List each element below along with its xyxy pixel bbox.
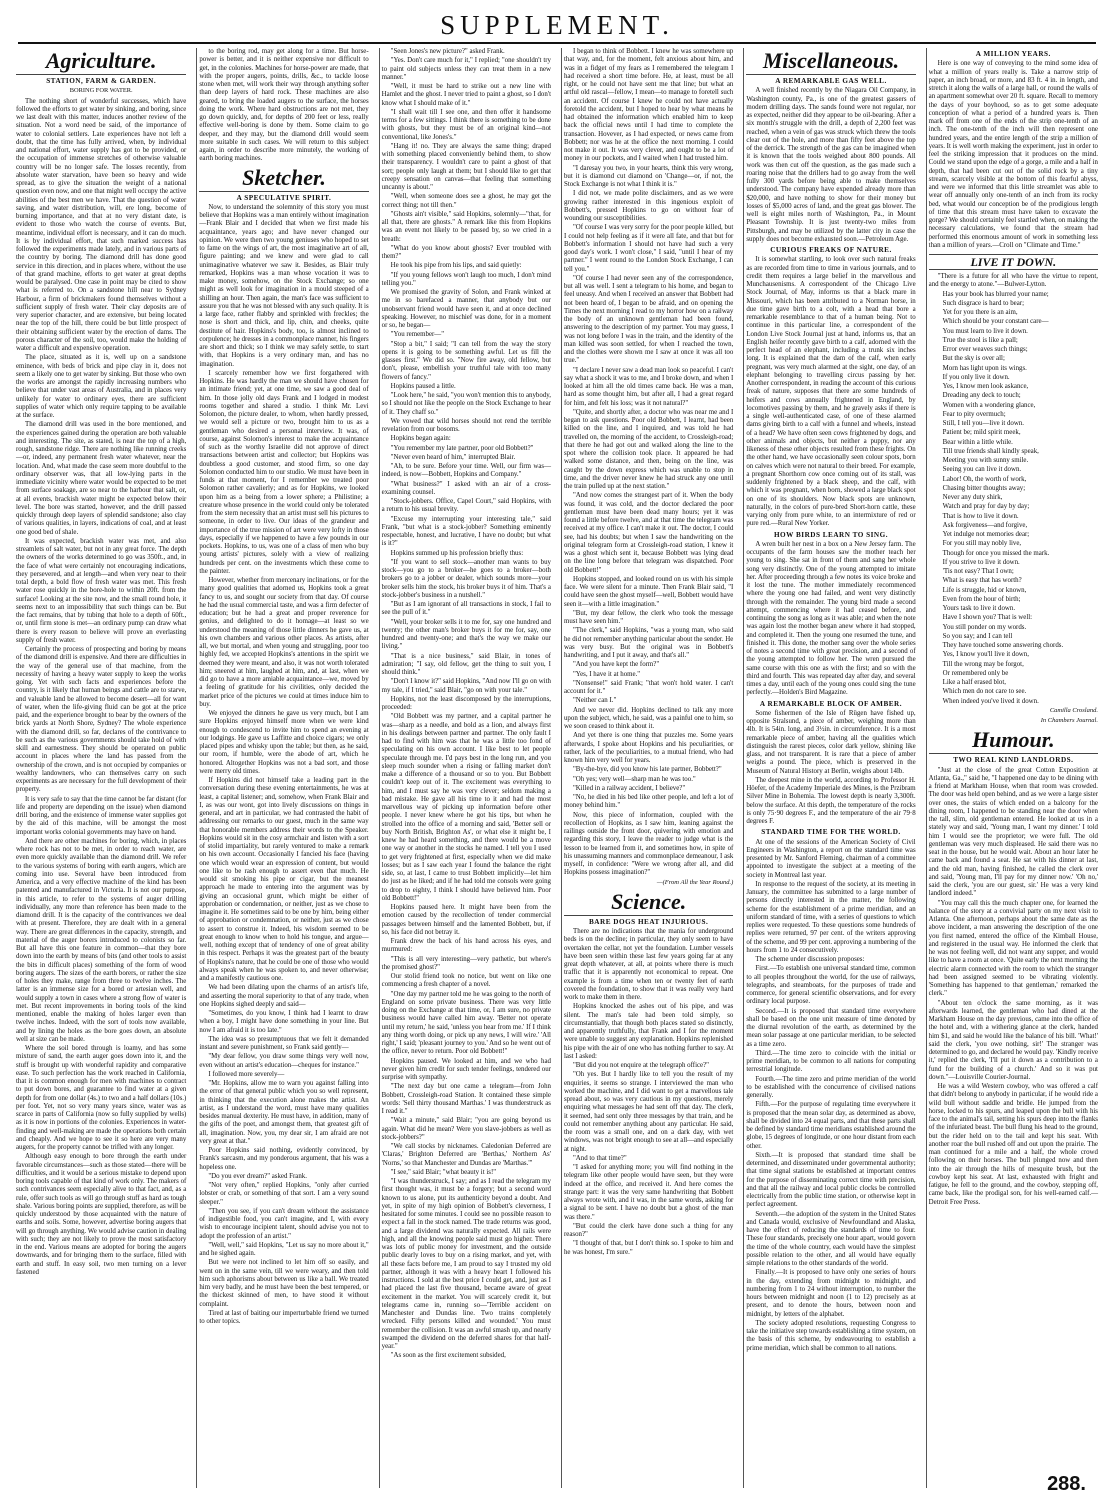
article-paragraph: Here is one way of conveying to the mind some idea of what a million of years really is. Take a narrow strip of paper, an inch broad, or more, and 83 ft. 4 in. in length, and stretch it along the walls of a large hall, or round the walls of an apartment somewhat over 20 ft. square. Recall to memory the days of your boyhood, so as to get some adequate conception of what a period of a hundred years is. Then mark off from one of the ends of the strip one-tenth of an inch. The one-tenth of the inch will then represent one hundred years, and the entire length of the strip a million of years. It is well worth making the experiment, just in order to feel the striking impression that it produces on the mind. Could we stand upon the edge of a gorge, a mile and a half in depth, that had been cut out of the solid rock by a tiny stream, scarcely visible at the bottom of this fearful abyss, and were we informed that this little streamlet was able to wear off annually only one-tenth of an inch from its rocky bed, what would our conception be of the prodigious length of time that this stream must have taken to excavate the gorge? We should certainly feel startled when, on making the necessary calculations, we found that the stream had performed this enormous amount of work in something less than a million of years.—Croll on "Climate and Time.": [928, 60, 1098, 249]
article-paragraph: A wren built her nest in a box on a New Jersey farm. The occupants of the farm houses saw the mother teach her young to sing. She sat in front of them and sang her whole song very distinctly. One of the young attempted to imitate her. After proceeding through a few notes its voice broke and it lost the tune. The mother immediately recommenced where the young one had failed, and went very distinctly through with the remainder. The young bird made a second attempt, commencing where it had ceased before, and continuing the song as long as it was able; and when the note was again lost the mother began anew where it had stopped, and completed it. Then the young one resumed the tune, and finished it. This done, the mother sang over the whole series of notes a second time with great precision, and a second of the young attempted to follow her. The wren pursued the same course with this one as with the first; and so with the third and fourth. This was repeated day after day, and several times a day, until each of the young ones could sing the tune perfectly.—Holden's Bird Magazine.: [746, 540, 916, 697]
article-paragraph: It is very safe to say that the time cannot be far distant (for life and property are depending on the issue) when diamond drill boring, and the existence of immense water supplies got by the aid of this machine, will be amongst the most important works colonial governments may have on hand.: [16, 795, 187, 836]
article-paragraph: "Don't I know it?" said Hopkins, "And now I'll go on with my tale, if I tried," said Blair, "go on with your tale.": [381, 678, 551, 694]
article-paragraph: "You remember my late partner, poor old Bobbett?": [390, 444, 534, 452]
poem-line: Dreading any deck to touch;: [942, 392, 1021, 400]
poem-line: Chasing bitter thoughts away;: [942, 484, 1026, 492]
article-paragraph: It was expected, brackish water was met, and also streamlets of salt water, but not in any great force. The depth the owners of the works determined to go was 350ft., and, in the face of what were certainly not encouraging indications, they persevered, and at length—and when very near to their total depth, a bold flow of fresh water was met. This fresh water rose quickly in the bore-hole to within 20ft. from the surface! Looking at the site now, and the small round hole, it seems next to an impossibility that such things can be. But the fact remains, that by tubing that hole to a depth of 60ft., or, until firm stone is met—an ordinary pump can draw what there is every reason to believe will prove an everlasting supply of fresh water.: [16, 537, 187, 644]
article-paragraph: "The next day but one came a telegram—from John Bobbett, Crossleigh-road Station. It contained these simple words: 'Sell thirty thousand Marthas.' I was thunderstruck as I read it.": [381, 1083, 551, 1115]
poem-line: Though for once you missed the mark.: [942, 549, 1050, 557]
article-headline: HOW BIRDS LEARN TO SING.: [773, 530, 889, 539]
poem-title: LIVE IT DOWN.: [929, 254, 1098, 270]
article-paragraph: "Yes, I have it at home.": [572, 670, 641, 678]
article-paragraph: Hopkins, not the least discomposed by the interruptions, proceeded:: [381, 695, 551, 711]
article-paragraph: "Mr. Hopkins, allow me to warn you against falling into the error of that general public which you so well represent, in thinking that the execution alone makes the artist. An artist, as I understand the word, must have many qualities besides manual dexterity. He must have, in addition, many of the gifts of the poet, and amongst them, that greatest gift of all, imagination. Now, you, my dear sir, I am afraid are not very great at that.": [199, 1080, 369, 1145]
article-paragraph: "About ten o'clock the same morning, as it was afterwards learned, the gentleman who had dined at the Markham House on the day previous, came into the office of the hotel and, with a withering glance at the clerk, handed him $1, and said he would like the balance of his bill. 'What!' said the clerk, 'you owe nothing, sir!' The stranger was determined to go, and declared he would pay. 'Kindly receive it,' replied the clerk, 'I'll put it down as a contribution to a fund for the building of a church.' And so it was put down."—Louisville Courier-Journal.: [928, 999, 1098, 1081]
article-paragraph: We promised the gravity of Solon, and Frank winked at me in so barefaced a manner, that anybody but our unobservant friend would have seen it, and at once declined speaking. However, no mischief was done, for in a moment or so, he began—: [381, 289, 551, 329]
article-paragraph: Hopkins stopped, and looked round on us with his simple face. We were silent for a minute. Then Frank Blair said, "I could have seen the ghost myself—well, Bobbett would have seen it—with a little imagination.": [563, 575, 734, 608]
article-paragraph: "I daresay you two, in your hearts, think this very wrong, but it is diamond cut diamond on 'Change—or, if not, the Stock Exchange is not what I think it is.": [563, 164, 734, 188]
article-paragraph: to the boring rod, may get along for a time. But horse-power is better, and it is neither expensive nor difficult to get, in the colonies. Machines for horse-power are made, that with the proper augers, points, drills, &c., to tackle loose stone when met, will work their way through anything softer than deep layers of hard rock. These machines are also geared, to bring the loaded augers to the surface, the horses doing the work. Where hard obstructions are not met, they go down quickly, and, for depths of 200 feet or less, really effective well-boring is done by them. Some claim to go deeper, and they may, but the diamond drill would seem more suitable in such cases. We will return to this subject again, in order to describe more minutely, the working of earth boring machines.: [199, 48, 369, 163]
article-paragraph: "I shall wait till I see one, and then offer it handsome terms for a few sittings. I think there is something to be done with ghosts, but they must be of an original kind—not conventional, like Jones's.": [381, 108, 551, 141]
poem-line: Yet for you there is an aim,: [942, 309, 1018, 316]
poem-line: You must learn to live it down.: [942, 327, 1028, 335]
article-paragraph: Certainly the process of prospecting and boring by means of the diamond drill is expensive. And there are difficulties in the way of the general use of that machine, from the necessity of having a heavy water supply to keep the works going. Yet with such facts and experiences before the country, is it likely that human beings and cattle are to starve, and valuable land be allowed to become desert—all for want of water, when the life-giving fluid can be got at the price paid, and the experience brought to bear by the owners of the brick yards at North Shore, Sydney? The whole experience with the diamond drill, so far, declares of the contrivance to be such as the various governments should take hold of with skill and earnestness. They should be operated on public account in places where the land has passed from the ownership of the crown, and is not occupied by companies or wealthy landowners, who can themselves carry on such experiments as are necessary for the full development of their property.: [16, 646, 187, 794]
poem-line: Has your book has blurred your name;: [942, 290, 1049, 298]
article-paragraph: "What do you know about ghosts? Ever troubled with them?": [381, 244, 551, 260]
article-paragraph: "If you young fellows won't laugh too much, I don't mind telling you.": [381, 271, 551, 287]
article-headline: STANDARD TIME FOR THE WORLD.: [761, 828, 901, 837]
article-paragraph: "Do you ever dream?" asked Frank.: [208, 1172, 307, 1180]
poem-line: But the sky is over all;: [942, 355, 1005, 363]
article-paragraph: "But as I am ignorant of all transactions in stock, I fail to see the pull of it.": [381, 601, 551, 617]
article-paragraph: Sixth.—It is proposed that standard time shall be determined, and disseminated under governmental authority; that time signal stations be established at important centres for the purpose of disseminating correct time with precision, and that all the railway and local public clocks be controlled electrically from the public time station, or otherwise kept in perfect agreement.: [746, 1151, 916, 1209]
article-paragraph: "Stock-jobbers. Office, Capel Court," said Hopkins, with a return to his usual brevity.: [381, 498, 551, 514]
poem-line: You still ponder on my words.: [942, 623, 1027, 631]
column-3: [379, 48, 553, 1488]
article-paragraph: A well finished recently by the Niagara Oil Company, in Washington county, Pa., is one of the greatest gassers of modern drilling days. The sands found were not regular, nor as expected, neither did they appear to be oil-bearing. After a six month's struggle with the drill, a depth of 2,200 feet was reached, when a vein of gas was struck which threw the tools clear out of the hole, and more than fifty feet above the top of the derrick. The strength of the gas can be imagined when it is known that the tools weighed about 800 pounds. All work was then cut off the question, as the gas made such a roaring noise that the drillers had to go away from the well fully 300 yards before being able to make themselves understood. The company have expended already more than $20,000, and have nothing to show for their money but losses of $5,000 acres of land, and the great gas blower. The well is eight miles north of Washington, Pa., in Mount Pleasant Township. It is just twenty-two miles from Pittsburgh, and may be utilized by the latter city in case the supply does not become exhausted soon.—Petroleum Age.: [746, 87, 916, 243]
article-paragraph: "But could the clerk have done such a thing for any reason?": [563, 1222, 734, 1238]
article-paragraph: "As soon as the first excitement subsided,: [390, 1352, 506, 1360]
article-paragraph: "Never even heard of him," interrupted Blair.: [390, 453, 516, 461]
article-paragraph: Some fishermen of the Isle of Rügen have fished up, opposite Stralsund, a piece of amber, weighing more than 4lb. It is 54in. long, and 3½in. in circumference. It is a most remarkable piece of amber, having all the qualities which distinguish the rarest pieces, color dark yellow, shining like glass, and not transparent. It is rare that a piece of amber weighs a pound. The piece, which is preserved in the Museum of Natural History at Berlin, weighs about 14lb.: [746, 709, 916, 775]
poem-line: For you still may nobly live,: [942, 540, 1022, 548]
article-paragraph: I did not, we made polite disclaimers, and as we were growing rather interested in this ingenious exploit of Bobbett's, pressed Hopkins to go on without fear of wounding our susceptibilities.: [563, 190, 734, 222]
article-paragraph: "Quite, and shortly after, a doctor who was near me and I began to ask questions. Poor old Bobbett, I learnt, had been killed on the line, and I inquired, and was told he had travelled on, the morning of the accident, to Crossleigh-road; that there he had got out and walked along the line to the spot where the collision took place. It appeared he had walked some distance, and then, being on the line, was caught by the down express which was unable to stop in time, and the driver never knew he had struck any one until the train pulled up at the next station.": [563, 408, 734, 490]
article-paragraph: At one of the sessions of the American Society of Civil Engineers in Washington, a report on the standard time was presented by Mr. Sanford Fleming, chairman of a committee appointed to investigate the subject at a meeting of the society in Montreal last year.: [746, 838, 916, 879]
poem-line: Even from the hour of birth;: [942, 595, 1021, 603]
article-paragraph: "Not very often," replied Hopkins, "only after curried lobster or crab, or something of that sort. I am a very sound sleeper.": [199, 1182, 369, 1206]
poem-line: Yes, I know you'll live it down,: [942, 651, 1029, 659]
poem-line: Women with a wondering glance,: [942, 401, 1036, 409]
source-credit: Camilla Crosland.: [1049, 706, 1098, 714]
article-paragraph: Tired at last of baiting our imperturbable friend we turned to other topics.: [199, 1309, 369, 1325]
poem-line: That is how to live it down.: [942, 512, 1019, 520]
article-paragraph: "Of course I had never seen any of the correspondence, but all was well. I sent a telegram to his home, and began to feel uneasy. And when I received an answer that Bobbett had not been heard of, I began to be afraid, and on opening the Times the next morning I read to my horror how on a railway the body of an unknown gentleman had been found, answering to the description of my partner. You may guess, I was not long before I was in the train, and the identity of the man killed was soon settled, for when I reached the town, and the clothes were shown me I saw at once it was all too true.": [563, 274, 734, 365]
article-paragraph: However, whether from mercenary inclinations, or for the many good qualities that adorned us, Hopkins took a great fancy to us, and sought our society from that day. Of course he had the usual commercial taste, and was a firm defecter of education; but he had a great and proper reverence for genius, and delighted to do it homage—at least so we understood the meaning of those little dinners he gave us, at his own chambers and various other places. As artists, after all, we but mortal, and when young and struggling, poor too highly fed, we accepted Hopkins's attentions in the spirit we deemed they were meant, and also, it was not worth tolerated him; sneered at him, laughed at him, and, at last, when we did go to have a more amiable acquaintance—we, moved by a feeling of gratitude for his civilities, only decided the market price of the pictures we could at times induce him to buy.: [199, 577, 369, 708]
poem-line: When indeed you've lived it down.: [942, 697, 1039, 705]
article-paragraph: It is somewhat startling, to look over such natural freaks as are recorded from time to time in various journals, and to credit them requires a large belief in the marvellous and Munchausenisms. A correspondent of the Chicago Live Stock Journal, of May, informs us that a black mare in Missouri, which has been attributed to a Norman horse, in due time gave birth to a colt, with a head that bore a remarkable resemblance to that of a human being. Not to continue in this particular line, a correspondent of the London Live Stock Journal just at hand, informs us, that an English heifer recently gave birth to a calf, adorned with the perfect head of an elephant, including a trunk six inches long. It is explained that the dam of the calf, when early pregnant, was very much alarmed at the sight, one day, of an elephant belonging to travelling circus passing by her. Another correspondent, in reading the account of this curious freak of nature, supposes that there are some hundreds of heifers and cows annually frightened in England, by locomotives passing by them, and he gravely asks if there is a single well-authenticated case, of one of these alarmed dams giving birth to a calf with a funnel and wheels, instead of a head? We have often seen cows frightened by dogs, and other animals and objects, but neither a puppy, nor any likeness of these other objects resulted from these frights. On the other hand, we have occasionally seen colour spots, born on calves which were not natural to their breed. For example, a pregnant Shorthorn cow once coming out of its stall, was suddenly frightened by a black sheep, and the calf, with which it was pregnant, when born, showed a large black spot on one of its shoulders. Now black spots are unknown, naturally, in the colors of pure-bred Short-horn cattle, these varying only from pure white, to an intermixture of red or pure red.—Rural New Yorker.: [746, 256, 916, 528]
article-paragraph: Although easy enough to bore through the earth under favorable circumstances—such as those stated—there will be difficulties, and it would be a serious mistake to depend upon boring tools capable of that kind of work only. The makers of such contrivances seem especially alive to that fact, and, as a rule, offer such tools as will go through stuff as hard as tough shale. Various boring points are supplied, therefore, as will be quickly understood by those acquainted with the nature of earths and soils. Some, however, advertise boring augers that will go through anything. We would advise caution in dealing with such; they are not likely to prove the most satisfactory in the end. Various means are adopted for boring the augers downwards, and for bringing them to the surface, filled with earth and stuff. In easy soil, two men turning on a lever fastened: [16, 1153, 187, 1276]
article-paragraph: "Excuse my interrupting your interesting tale," said Frank, "but what is a stock-jobber? Something eminently respectable, honest, and lucrative, I have no doubt; but what is it?": [381, 515, 551, 548]
article-paragraph: The society adopted resolutions, requesting Congress to take the initiative step towards establishing a time system, on the basis of this scheme, by endeavouring to establish a prime meridian, which shall be common to all nations.: [746, 1319, 916, 1352]
column-6: [926, 48, 1100, 1488]
article-paragraph: I followed more severely—: [208, 1070, 285, 1078]
article-paragraph: "If you want to sell stock—another man wants to buy stock—you go to a broker—he goes to a broker—both brokers go to a jobber or dealer, which sounds more—your broker sells him the stock, his broker buys it of him. That's a stock-jobber's business in a nutshell.": [381, 558, 551, 599]
poem-line: Have I shown you? That is well:: [942, 614, 1033, 622]
article-paragraph: Fourth.—The time zero and prime meridian of the world to be established with the concurrence of civilised nations generally.: [746, 1075, 916, 1099]
section-heading: Science.: [564, 889, 733, 916]
article-paragraph: "Then you see, if you can't dream without the assistance of indigestible food, you can't imagine, and I, with every wish to encourage incipient talent, should advise you not to adopt the profession of an artist.": [199, 1207, 369, 1240]
article-headline: BARE DOGS HEAT INJURIOUS.: [589, 917, 709, 926]
article-paragraph: "I asked for anything more; you will find nothing in the telegram like other people would have seen, but they were indeed at the office, and received it. And here comes the strange part: it was the very same handwriting that Bobbett always wrote with, and it was, in the same words, asking for a signal to be sent. I have no doubt but a ghost of the man was there.": [563, 1164, 734, 1221]
article-paragraph: "And you have kept the form?": [572, 661, 660, 669]
column-4: [561, 48, 735, 1488]
article-paragraph: "Oh yes; very well—sharp man he was too.": [572, 775, 696, 783]
article-paragraph: "I thought of that, but I don't think so. I spoke to him and he was honest, I'm sure.": [563, 1240, 734, 1256]
article-paragraph: Our stolid friend took no notice, but went on like one commencing a fresh chapter of a novel.: [381, 973, 551, 989]
article-paragraph: We vowed that wild horses should not rend the terrible revelation from our bosoms.: [381, 417, 551, 433]
article-paragraph: "Just at the close of the great Cotton Exposition at Atlanta, Ga.," said he, "I happened one day to be dining with a friend at Markham House, when that room was crowded. The door was held open behind, and as we were a large sister over ones, the stairs of which ended on a balcony for the dining room, I happened to be standing near the door when the tall, slim, old gentleman entered. He looked at us in a stately way and said, 'Young man, I want my dinner.' I told him I would see the proprietor; we were full. The old gentleman was very much displeased. He said there was no seat in the house, but he would wait. About an hour later he came back and found a seat. He sat with his dinner at last, and the old man, having finished, he called the clerk over and said, 'Young man, I'll pay for my dinner now.' 'Oh no,' said the clerk, 'you are our guest, sir.' He was a very kind landlord indeed.": [928, 766, 1098, 898]
article-paragraph: "Stop a bit," I said; "I can tell from the way the story opens it is going to be something awful. Let us fill the glasses first." We did so. "Now fire away, old fellow, but don't, please, embellish your truthful tale with too many flowers of fancy.": [381, 340, 551, 381]
article-paragraph: Hopkins began again:: [390, 435, 451, 443]
article-paragraph: Second.—It is proposed that standard time everywhere shall be based on the one unit measure of time denoted by the diurnal revolution of the earth, as determined by the mean solar passage at one particular meridian, to be selected as a time zero.: [746, 1007, 916, 1048]
article-paragraph: The place, situated as it is, well up on a sandstone eminence, with beds of brick and pipe clay in it, does not seem a likely one to get water by sinking. But those who own the works are amongst the rapidly increasing numbers who believe that under vast areas of Australia, and in places very unlikely for water to ordinary eyes, there are sufficient supplies of water which only require tapping to be available at the surface.: [16, 354, 187, 419]
poem-line: Meeting you with sunny smile.: [942, 457, 1029, 464]
article-paragraph: And we never did. Hopkins declined to talk any more upon the subject, which, he said, was a painful one to him, so we soon ceased to think about it.: [563, 706, 734, 730]
article-paragraph: "Well, your broker sells it to me for, say one hundred and twenty; the other man's broker buys it for me for, say, one hundred and twenty-one; and that's the way we make our living.": [381, 618, 551, 651]
article-paragraph: "One day my partner told me he was going to the north of England on some private business. There was very little doing on the Exchange at that time, or, I am sure, no private business would have called him away. 'Better not operate until my return,' he said, 'unless you hear from me.' If I think any thing worth doing, or pick up any news, I will wire.' 'All right,' I said; 'pleasant journey to you.' And so he went out of the office, never to return. Poor old Bobbett!": [381, 990, 551, 1056]
article-paragraph: There are no indications that the mania for underground beds is on the decline; in particular, they only seem to have overtaken the cellar, not yet the foundation. Lumber vessels have been seen within these last few years going far at any great depth whatever, at all, at points where there is much traffic that it is apparently not economical to repeat. One example is from a time when ten or twenty feet of earth covered the foundation, to show that it was really very hard work to make them in there.: [563, 928, 734, 1001]
source-credit: In Chambers Journal.: [1040, 717, 1098, 724]
article-paragraph: Hopkins summed up his profession briefly thus:: [390, 549, 524, 557]
poem-line: Till true friends shall kindly speak,: [942, 447, 1039, 455]
section-heading: Sketcher.: [199, 165, 368, 192]
article-paragraph: "You remember—": [390, 331, 445, 339]
poem-line: Or remembered only be: [942, 669, 1009, 677]
article-paragraph: "There is a future for all who have the virtue to repent, and the energy to atone."—Bulwer-Lytton.: [928, 273, 1098, 289]
section-heading: Miscellaneous.: [746, 48, 915, 75]
poem-line: Still, I tell you—live it down.: [942, 420, 1025, 427]
article-paragraph: He took his pipe from his lips, and said quietly:: [390, 262, 522, 270]
article-paragraph: "But, my dear fellow, the clerk who took the message must have seen him.": [563, 609, 734, 625]
article-paragraph: The nothing short of wonderful successes, which have followed the efforts to get water by sinking, and boring, since we last dealt with this matter, induces another review of the situation. Not a word need be said, of the importance of water to colonial settlers. Late experiences have not left a doubt, that the time has fully arrived, when, by individual and national effort, water supply has got to be provided, or the occupation of immense stretches of otherwise valuable country will be no longer safe. The losses recently, from absolute water starvation, have been so heavy and wide spread, as to give the situation the weight of a national question even now, and one that might well occupy the active abilities of the best men we have. That the question of water saving, and water distribution, will, ere long, become of burning importance, and that at no very distant date, is evident to those who watch the course of events. But, meantime, individual effort is necessary, and it can do much. It is by individual effort, that such marked success has followed the experiments made lately, and in various parts of the country by boring. The diamond drill has done good service in this direction, and in places where, without the use of that grand machine, efforts to get water at great depths would be paralysed. One case in point may be cited to show what is referred to. On a sandstone hill near to Sydney Harbour, a firm of brickmakers found themselves without a sufficient supply of fresh water. Their clay deposits are of very superior character, and are extensive, but being located near the top of the hill, there could be but little prospect of their obtaining sufficient water by the erection of dams. The porous character of the soil, too, would make the holding of water a difficult and expensive operation.: [16, 97, 187, 352]
article-paragraph: "Oh yes. But I hardly like to tell you the result of my enquiries, it seems so strange. I interviewed the man who worked the machine, and I did want to get a marvellous tale spread about, so was very cautious in my questions, merely enquiring what messages he had sent off that day. The clerk, it seemed, had sent only three messages by that train, and he could not remember anything about any particular. He said, the room was a small one, and on a dark day, with wet windows, was not bright enough to see at all—and especially at night.: [563, 1071, 734, 1153]
poem-line: Ask forgiveness—and forgive,: [942, 521, 1028, 529]
article-paragraph: We enjoyed the dinners he gave us very much, but I am sure Hopkins enjoyed himself more when we were kind enough to condescend to invite him to spend an evening at our lodgings. He gave us Laffitte and choice cigars; we only placed pipes and whisky upon the table; but then, as he said, our room, if humble, were the abode of art, which he honored. Altogether Hopkins was not a bad sort, and those were merry old times.: [199, 710, 369, 775]
masthead-title: SUPPLEMENT.: [18, 8, 1096, 44]
column-1: [14, 48, 188, 1488]
article-paragraph: The diamond drill was used in the bore mentioned, and the experiences gained during the operation are both valuable and interesting. The site, as stated, is near the top of a high, rough, sandstone ridge. There are nothing like running creeks—or, indeed, any permanent fresh water whatever, near the location. And, what made the case seem more doubtful to the ordinary observer was, that all low-lying parts in the immediate vicinity where water would be expected to be met from surface soakage, are so near to the harbour that salt, or, at all events, brackish water might be expected below their level. The bore was started, however, and the drill passed quickly through deep layers of splendid sandstone; also clay of various qualities, in layers, indications of coal, and at least one good bed of shale.: [16, 421, 187, 536]
poem-line: True the stool is like a pall;: [942, 336, 1018, 344]
article-paragraph: "I see," said Blair; "what beauty it is!": [390, 1168, 497, 1176]
article-paragraph: "What business?" I asked with an air of a cross-examining counsel.: [381, 480, 551, 496]
article-paragraph: Finally.—It is proposed to have only one series of hours in the day, extending from midnight to midnight, and numbering from 1 to 24 without interruption, to number the hours between midnight and noon (1 to 12) precisely as at present, and to denote the hours, between noon and midnight, by letters of the alphabet.: [746, 1269, 916, 1318]
article-headline: CURIOUS FREAKS OF NATURE.: [770, 246, 892, 254]
article-paragraph: "Well, it must be hard to strike out a new line with Hamlet and the ghost. I never tried to paint a ghost, so I don't know what I should make of it.": [381, 83, 551, 107]
article-paragraph: The scheme under discussion proposes:: [755, 956, 865, 963]
section-heading: Humour.: [929, 727, 1098, 754]
article-paragraph: Frank drew the back of his hand across his eyes, and murmured:: [381, 938, 551, 954]
article-paragraph: "Ah, to be sure. Before your time. Well, our firm was—indeed, is now—Bobbett, Hopkins and Company.": [381, 463, 551, 479]
article-paragraph: Where the soil bored through is loamy, and has some mixture of sand, the earth auger goes down into it, and the stuff is brought up with wonderful rapidity and comparative ease. To such perfection has the work reached in California, that it is common enough for men with machines to contract to put down bores, and guarantee to find water at a given depth for from one dollar (4s.) to two and a half dollars (10s.) per foot. Yet, not so very many years since, water was as scarce in parts of California (now so fully supplied by wells) as it is now in portions of the colonies. Experiences in water-finding and well-making are made the operations both certain and cheaply. And we hope to see it so here are very many augers, for the property cannot be trifled with any longer.: [16, 1045, 187, 1151]
poem-line: Till the wrong may be forgot,: [942, 660, 1024, 668]
poem-line: Morn has light upon its wings.: [942, 364, 1027, 372]
article-paragraph: Third.—The time zero to coincide with the initial or prime meridian, to be common to all nations for computing terrestrial longitude.: [746, 1049, 916, 1074]
article-paragraph: Seventh.—the adoption of the system in the United States and Canada would, exclusive of Newfoundland and Alaska, have the effect of reducing the standards of time to four. These four standards, precisely one hour apart, would govern the time of the whole country, each would have the simplest possible relation to the other, and all would have equally simple relations to the other standards of the world.: [746, 1210, 916, 1267]
page-number: 288.: [1047, 1473, 1086, 1495]
poem-line: Labor! Oh, the worth of work,: [942, 475, 1027, 483]
poem-line: If you only live it down.: [942, 373, 1010, 381]
poem-line: So you say; and I can tell: [942, 632, 1013, 640]
poem-line: Fear to pity overmuch;: [942, 410, 1006, 418]
poem-line: Patient be; mild spirit meek,: [942, 429, 1021, 437]
article-paragraph: And yet there is one thing that puzzles me. Some years afterwards, I spoke about Hopkins and his peculiarities, or rather, lack of the peculiarities, to a mutual friend, who had known him very well for years.: [563, 732, 734, 764]
article-headline: A REMARKABLE GAS WELL.: [775, 77, 887, 85]
article-headline: TWO REAL KIND LANDLORDS.: [953, 756, 1074, 765]
article-headline: A SPECULATIVE SPIRIT.: [236, 193, 332, 202]
article-paragraph: "Wait a minute," said Blair; "you are going beyond us again. What did he mean? Were you slave-jobbers as well as stock-jobbers?": [381, 1117, 551, 1141]
poem-line: They have touched some answering chords.: [942, 642, 1064, 649]
article-paragraph: "Hang it! no. They are always the same thing; draped with something placed conveniently behind them, to show their transparency. I wouldn't care to paint a ghost of that sort; people only laugh at them; but I should like to get that creepy sensation on canvas—that feeling that something uncanny is about.": [381, 142, 551, 191]
article-paragraph: If Hopkins did not himself take a leading part in the conversation during these evening entertainments, he was at least, a capital listener; and, somehow, when Frank Blair and I, as was our wont, got into lively discussions on things in general, and art in particular, we had contrasted the habit of addressing our remarks to our guest, much in the same way that honorable members address their words to the Speaker. Hopkins would sit in the cosy armchair and listen with a sort of stolid impartiality, but rarely ventured to make a remark on his own account. Occasionally I fancied his face (having one which would wear an expression of content, but would one like to be rash enough to assert even that much. He would sit smoking his pipe or cigar, but the meanest approach he made to entering into the argument was by giving an occasional grunt, which might be either of approbation or condemnation, or neither, just as we chose to imagine it. He sometimes said to be one by him, being either of approbation or condemnation, or neither, just as we chose to assert to construe it. Indeed, his wisdom seemed to be great enough to know when to hold his tongue, and argue—well, nothing except that of tendency of one of great ability in this respect. Perhaps it was the greatest part of the beauty of Hopkins's nature, that he could be one of those who would always speak when he was spoken to, and never otherwise; and a manifestly cautious one.: [199, 777, 369, 982]
poem-line: Seeing you can live it down.: [942, 466, 1022, 474]
poem-line: Yours task to live it down.: [942, 605, 1016, 612]
article-paragraph: "But did you not enquire at the telegraph office?": [572, 1062, 709, 1069]
article-paragraph: Poor Hopkins said nothing, evidently convinced, by Frank's sarcasm, and my ponderous argument, that his was a hopeless one.: [199, 1147, 369, 1171]
article-headline: A MILLION YEARS.: [975, 50, 1051, 58]
article-paragraph: "Seen Jones's new picture?" asked Frank.: [390, 48, 505, 55]
article-paragraph: Hopkins paused here. It might have been from the emotion caused by the recollection of tender commercial passages between himself and the lamented Bobbett, but, if so, his face did not betray it.: [381, 904, 551, 936]
article-paragraph: I scarcely remember how we first forgathered with Hopkins. He was hardly the man we should have chosen for an intimate friend; yet, at one time, we saw a good deal of him. In those jolly old days Frank and I lodged in modest rooms together and shared a studio. I think Mr. Levi Solomon, the picture dealer, to whom, when hardly pressed, we would sell a picture or two, brought him to us as a gentleman who desired a personal interview. It was, of course, against Solomon's interest to make the acquaintance of such as the worthy Israelite did not approve of direct transactions between artist and collector; but Hopkins was doubtless a good customer, and stood firm, so one day Solomon conducted him to our studio. We must have been in funds at that moment, for I remember we treated poor Solomon rather cavalierly; and as for Hopkins, we looked upon him as a being from a lower sphere; a Philistine; a creature whose presence in the world could only be tolerated from the stern necessity that an artist must sell his pictures to someone, in order to live. Our ideas of the grandeur and importance of the true mission of art were very lofty in those days, especially if we happened to have a few pounds in our pockets. Hopkins, to us, was one of a class of men who buy young artists' pictures, solely with a view of realizing hundreds per cent. on the investments which these come to the painter.: [199, 369, 369, 575]
poem-line: Yet indulge not memories dear;: [942, 531, 1030, 538]
poem-line: If you strive to live it down.: [942, 558, 1020, 566]
article-paragraph: "Neither can I.": [572, 697, 617, 705]
article-paragraph: "Nonsense!" said Frank; "that won't hold water. I can't account for it.": [563, 679, 734, 695]
article-paragraph: And there are other machines for boring, which, in places where rock has not to be met, in order to reach water, are even more quickly available than the diamond drill. We refer to the various systems of boring with earth augers, which are coming into use. Several have been introduced from America, and a very effective machine of the kind has been patented and manufactured in Victoria. It is not our purpose, in this article, to refer to the systems of auger drilling individually, any more than reference has been made to the diamond drill. It is the capacity of the contrivances we deal with at present. Therefore, they are dealt with in a general way. There are great differences in the capacity, strength, and material of the auger borers introduced to colonists so far. But all have this one feature in common—that they bore down into the earth by means of bits (and other tools to assist the bits in difficult places) something of the form of wood boring augers. The sizes of the earth borers, or rather the size of holes they make, range from three to twelve inches. The latter is an immense size for a bored or artesian well, and would supply a town in cases where a strong flow of water is met. But recent improvements in boring tools of the kind mentioned, enable the making of holes larger even than twelve inches. Indeed, with the sort of tools now available, and by lining the holes as the bore goes down, an absolute well at size can be made.: [16, 837, 187, 1043]
poem-line: Like a half erased blot,: [942, 679, 1006, 686]
article-subheadline: BORING FOR WATER.: [69, 87, 133, 95]
section-heading: Agriculture.: [16, 48, 186, 75]
article-paragraph: We had been dilating upon the charms of an artist's life, and asserting the moral superiority to that of any trade, when one Hopkins sighed deeply and said—: [199, 984, 369, 1008]
article-paragraph: "I was thunderstruck, I say; and as I read the telegram my first thought was, it must be a forgery; but a second word known to us alone, put its authenticity beyond a doubt. And yet, in spite of my high opinion of Bobbett's cleverness, I hesitated for some minutes. I could see no possible reason to expect a fall in the stock named. The trade returns was good, and a large dividend was naturally expected. All rails were high, and all the knowing people said must go higher. There was lots of public money for investment, and the outside public dearly loves to buy on a rising market, and yet, with all these facts before me, I am proud to say I trusted my old partner, although it was with a heavy heart I followed his instructions. I sold at the best price I could get, and, just as I had placed the last five thousand, became aware of great excitement in the market. You will scarcely credit it, but telegrams came in, running so—'Terrible accident on Manchester and Dundas line. Two trains completely wrecked. Fifty persons killed and wounded.' You must remember the collision. It was an awful smash up, and nearly swamped the dividend on the deferred shares for that half-year.": [381, 1178, 551, 1350]
article-paragraph: But we were not inclined to let him off so easily, and went on in the same vein, till we were weary, and then told him such aphorisms about between us like a ball. We treated him very badly, and he must have been the best tempered, or the thickest skinned of men, to have stood it without complaint.: [199, 1259, 369, 1308]
poem-line: Never any duty shirk,: [942, 494, 1003, 501]
article-paragraph: "The clerk," said Hopkins, "was a young man, who said he did not remember anything particular about the sender. He was very busy. But the original was in Bobbett's handwriting, and I put it away, and that's all.": [563, 627, 734, 659]
poem-line: Such disgrace is hard to bear;: [942, 299, 1024, 307]
article-paragraph: Now, this piece of information, coupled with the recollection of Hopkins, as I saw him, leaning against the railings outside the front door, quivering with emotion and regarding this story, I leave the reader to judge what is the lesson to be learned from it, and sometimes how, in spite of his unassuming manners and commonplace demeanour, I ask myself, in confidence: "Were we wrong after all, and did Hopkins possess imagination?": [563, 811, 734, 877]
article-columns: [14, 48, 1100, 1488]
column-5: [743, 48, 917, 1488]
article-headline: A REMARKABLE BLOCK OF AMBER.: [759, 699, 903, 708]
poem-line: Watch and pray for day by day;: [942, 503, 1030, 511]
source-credit: —(From All the Year Round.): [656, 878, 734, 886]
article-paragraph: "Killed in a railway accident, I believe?": [572, 784, 686, 792]
article-paragraph: The deepest mine in the world, according to Professor H. Höefer, of the Academy Imperiale des Mines, is the Przibram Silver Mine in Bohemia. The lowest depth is nearly 3,300ft. below the surface. At this depth, the temperature of the rocks is only 75·90 degrees F., and the temperature of the air 79·8 degrees F.: [746, 776, 916, 825]
poem-line: Which men do not care to see.: [942, 688, 1027, 696]
article-paragraph: "Well, well," said Hopkins, "Let us say no more about it," and he sighed again.: [199, 1241, 369, 1257]
article-paragraph: "My dear fellow, you draw some things very well now, even without an artist's education—cheques for instance.": [199, 1053, 369, 1069]
column-2: [196, 48, 370, 1488]
article-paragraph: "And now comes the strangest part of it. When the body was found, it was cold, and the doctor declared the poor gentleman must have been dead many hours; yet it was found a little before twelve, and at that time the telegram was received at my office. I can't make it out. The doctor, I could see, had his doubts; but when I saw the handwriting on the original telegram form at Crossleigh-road station, I knew it was a ghost which sent it, because Bobbett was lying dead on the line long before that telegram was dispatched. Poor old Bobbett!": [563, 492, 734, 574]
article-paragraph: "Sometimes, do you know, I think had I learnt to draw when a boy, I might have done something in your line. But now I am afraid it is too late.": [199, 1010, 369, 1034]
article-paragraph: "Ghosts ain't visible," said Hopkins, solemnly—"that, for all that, there are ghosts." A remark like this from Hopkins was an event not likely to be passed by, so we cried in a breath:: [381, 210, 551, 243]
poem-line: Life is struggle, hid or known,: [942, 586, 1027, 594]
article-paragraph: "You may call this the much chapter one, for learned the balance of the story at a convivial party on my next visit to Atlanta. One afternoon, perhaps about the same date as the above incident, a man answering the description of the one you first named, entered the office of the Kimball House, and registered in the usual way. He informed the clerk that he was not feeling well, did not want any supper, and would like to have a room at once. 'Quite early the next morning the electric alarm connected with the room to which the stranger had been assigned seemed to be vibrating violently. 'Something has happened to that gentleman,' remarked the clerk.": [928, 899, 1098, 998]
article-paragraph: "By-the-bye, did you know his late partner, Bobbett?": [572, 766, 722, 774]
poem-line: What is easy that has worth?: [942, 577, 1022, 585]
article-paragraph: I began to think of Bobbett. I knew he was somewhere up that way, and, for the moment, felt anxious about him, and was in a fidget of my fears as I remembered the telegram I had received a short time before. He, at least, must be all right, or he could not have sent me that line; but what an artful old rascal—fellow, I mean—to manage to foretell such an accident. Of course I knew he could not have actually foretold the accident, but I hoped to hear by what means he had obtained the information which enabled him to keep back the official news until I had time to complete the transaction. Hovever, as I had expected, or news came from Bobbett; nor was he at the office the next morning. I could not make it out. It was very clever, and ought to be a lot of money in our pockets, and I waited when I had trusted him.: [563, 48, 734, 163]
article-paragraph: "Of course I was very sorry for the poor people killed, but I could not help feeling as if it were all fate, and that but for Bobbett's information I should not have had such a very good day's work. I won't close," I said, "until I hear of my partner." I went round to the London Stock Exchange, I can tell you.": [563, 224, 734, 273]
article-paragraph: Hopkins paused a little.: [390, 382, 456, 390]
article-paragraph: "That is a nice business," said Blair, in tones of admiration; "I say, old fellow, get the thing to suit you, I should think.": [381, 652, 551, 676]
article-paragraph: "Well, when someone does see a ghost, he may get the correct thing; not till then.": [381, 193, 551, 209]
article-paragraph: "Look here," he said, "you won't mention this to anybody, so I should not like the people on the Stock Exchange to hear of it. They chaff so.": [381, 392, 551, 416]
article-paragraph: Hopkins paused. We looked at him, and we who had never given him credit for such tender feelings, tendered our surprise with sympathy.: [381, 1057, 551, 1081]
poem-line: Yes, I know men look askance,: [942, 383, 1029, 390]
poem-line: Bear within a little while.: [942, 438, 1013, 446]
article-paragraph: "Yes. Don't care much for it," I replied; "one shouldn't try to paint old subjects unless they can treat them in a new manner.": [381, 57, 551, 81]
article-paragraph: "We call stocks by nicknames. Caledonian Deferred are 'Claras,' Brighton Deferred are 'Berthas,' Northern As' 'Norns,' so that Manchester and Dundas are 'Marthas.'": [381, 1143, 551, 1167]
article-paragraph: "And to that time?": [572, 1154, 627, 1162]
article-headline: STATION, FARM & GARDEN.: [46, 77, 157, 85]
article-paragraph: "This is all very interesting—very pathetic, but where's the promised ghost?": [381, 955, 551, 971]
article-paragraph: "No, he died in his bed like other people, and left a lot of money behind him.": [563, 794, 734, 810]
poem-line: Error ever weaves such things;: [942, 346, 1028, 353]
poem-line: Which should be your constant care—: [942, 318, 1049, 326]
article-paragraph: In response to the request of the society, at its meeting in January, the committee has submitted to a large number of persons directly interested in the matter, the following scheme for the establishment of a prime meridian, and an uniform standard of time, with a series of questions to which replies were requested. To these questions some hundreds of replies were returned, 97 per cent. of the writers approving of the scheme, and 99 per cent. approving a numbering of the hours from 1 to 24 consecutively.: [746, 880, 916, 954]
article-paragraph: Fifth.—For the purpose of regulating time everywhere it is proposed that the mean solar day, as determined as above, shall be divided into 24 equal parts, and that these parts shall be defined by standard time meridians established around the globe, 15 degrees of longitude, or one hour distant from each other.: [746, 1101, 916, 1150]
article-paragraph: He was a wild Western cowboy, who was offered a calf that didn't belong to anybody in particular, if he would ride a wild bull without saddle and bridle. He jumped from the horse, locked to his spurs, and leaped upon the bull with his face to the animal's tail, setting his spurs deep into the flanks of the infuriated beast. The bull flung his head to the ground, but the rider held on to the tail and kept his seat. With another roar the bull rushed off and out upon the prairie. The man continued for a mile and a half, the whole crowd following on their horses. The bull plunged now and then into the air through the hills of mesquite brush, but the cowboy kept his seat. At last, exhausted with fright and fatigue, he fell to the ground, and the cowboy, stepping off, came back, like the prodigal son, for his well-earned calf.—Detroit Free Press.: [928, 1083, 1098, 1206]
article-paragraph: Now, to understand the solemnity of this story you must believe that Hopkins was a man entirely without imagination—Frank Blair and I decided that when we first made his acquaintance, years ago; and have never changed our opinion. We were then two young geniuses who hoped to set to fame on the wings of art, the most imaginative art of all, figure painting; and we knew and were glad to call unimaginative whatever we saw it. Besides, as Blair truly remarked, Hopkins was a man whose vocation it was to make money, somehow, on the Stock Exchange; so one might as well look for imagination in a mould steeped of a shilling an hour. Then again, the man's face was sufficient to assure you that he was not blessed with any such quality. It is a large face, rather flabby and sprinkled with freckles; the nose is short and thick, and lip, chin, and cheeks, quite destitute of hair. Hopkins's body, too, is almost inclined to corpulence; he dresses in a commonplace manner, his fingers are short and thick; so I think we may safely settle, to start with, that Hopkins is a very ordinary man, and has no imagination.: [199, 203, 369, 368]
article-paragraph: "Old Bobbett was my partner, and a capital partner he was—sharp as a needle, and bold as a lion, and always first in his dealings between partner and partner. The only fault I had to find with him was that he was a little too fond of speculating on his own account. I like best to let people speculate through me. I'd pays best in the long run, and you sleep much sounder when a rising or falling market don't make a difference of a thousand or so to you. But Bobbett couldn't keep out of it. The excitement was everything to him, and I must say he was very clever; seldom making a bad mistake. He gave all his time to it and had the most marvellous way of picking up information before other people. I never knew where he got his tips, but when he strolled into the office of a morning and said, 'Better sell or buy North British, Brighton As', or what else it might be, I knew he had heard something, and there would be a move one way or another in the stocks he named. I tell you I used to get very frightened at first, especially when we did make losses; but as I saw each year I found the balance the right side, so, at last, I came to trust Bobbett implicitly—let him do just as he liked; and if he had told me consols were going to drop to eighty, I think I should have believed him. Poor old Bobbett!": [381, 713, 551, 902]
article-paragraph: "I declare I never saw a dead man look so peaceful. I can't say what a shock it was to me, and I broke down, and when I looked at him all the old times came back. He was a man, hard as some thought him, but after all, I had a great regard for him, and felt his loss; was it not natural?": [563, 366, 734, 407]
article-paragraph: Hopkins knocked the ashes out of his pipe, and was silent. The man's tale had been told simply, so circumstantially, that though both places stated so distinctly, and apparently truthfully, that Frank and I for the moment were unable to suggest any explanation. Hopkins replenished his pipe with the air of one who has nothing further to say. At last I asked:: [563, 1003, 734, 1060]
article-paragraph: The idea was so presumptuous that we felt it demanded instant and severe punishment, so Frank said gently—: [199, 1035, 369, 1051]
article-paragraph: First.—To establish one universal standard time, common to all peoples throughout the world, for the use of railways, telegraphs, and steamboats, for the purposes of trade and commerce, for general scientific observations, and for every ordinary local purpose.: [746, 965, 916, 1006]
poem-line: 'Tis not easy? That I own;: [942, 568, 1014, 575]
